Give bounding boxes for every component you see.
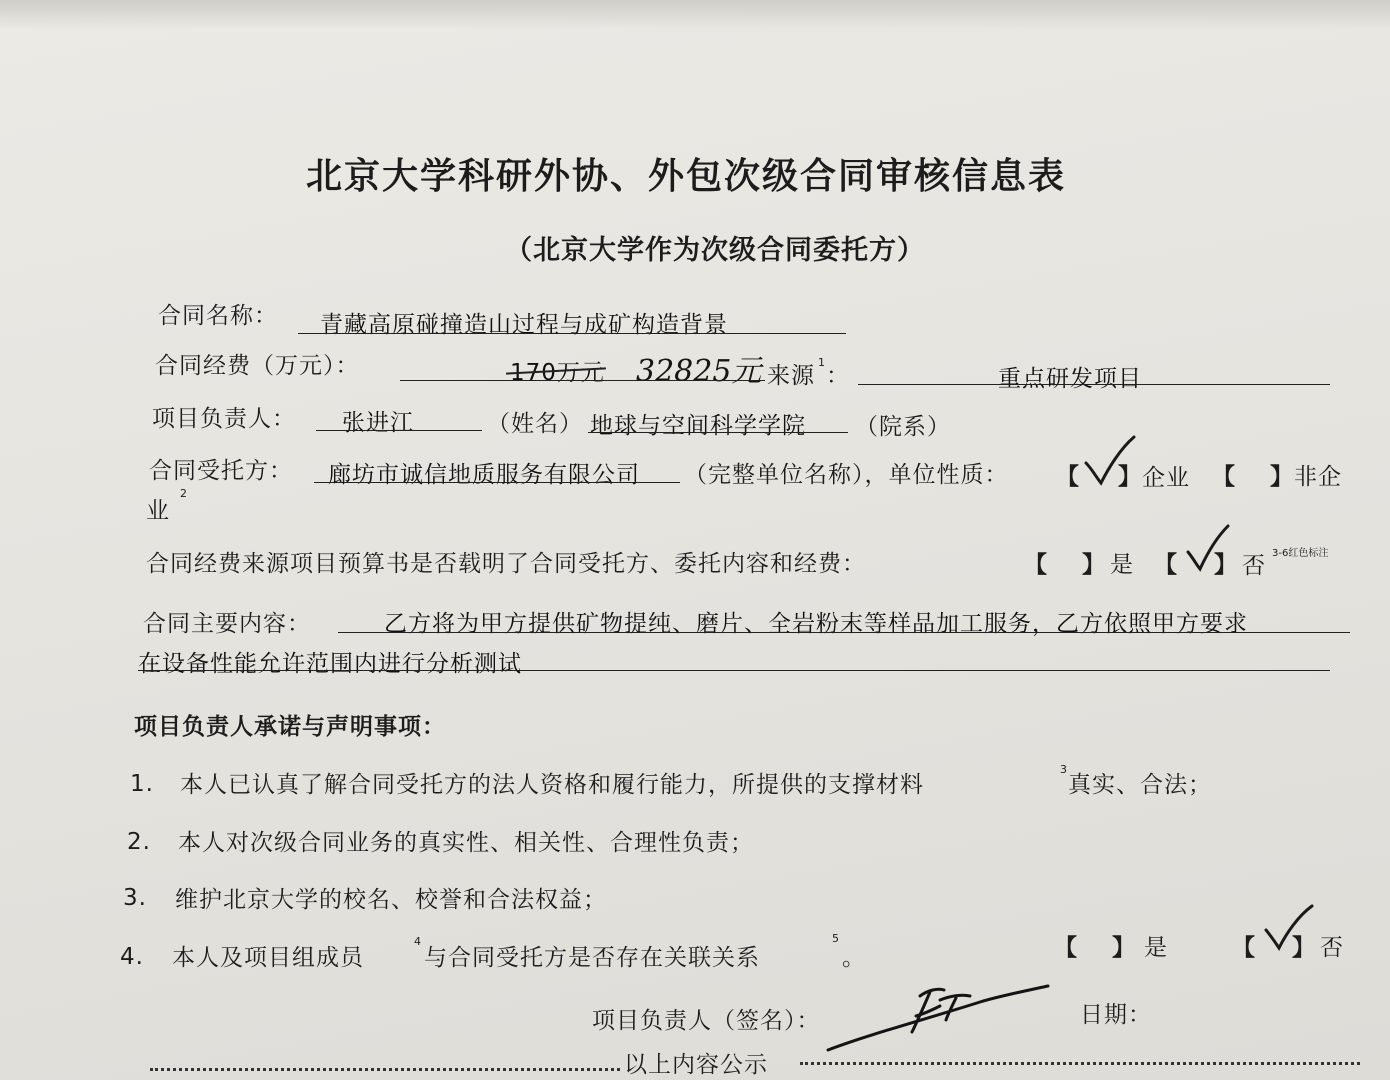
top-shadow bbox=[0, 0, 1390, 30]
relation-yes-bracket-close: 】 bbox=[1112, 935, 1136, 961]
content-line-1: 乙方将为甲方提供矿物提纯、磨片、全岩粉末等样品加工服务，乙方依照甲方要求 bbox=[384, 611, 1248, 637]
pledge-item-4-text-middle: 与合同受托方是否存在关联关系 bbox=[424, 945, 760, 971]
pledge-item-4-text-end: 。 bbox=[842, 945, 866, 971]
dept-value: 地球与空间科学学院 bbox=[590, 413, 806, 439]
content-line-2: 在设备性能允许范围内进行分析测试 bbox=[138, 651, 522, 677]
non-enterprise-bracket-open: 【 bbox=[1212, 464, 1236, 490]
pledge-item-2-text: 本人对次级合同业务的真实性、相关性、合理性负责； bbox=[178, 830, 754, 856]
pledge-item-3-number: 3. bbox=[123, 885, 147, 911]
signature-label: 项目负责人（签名）： bbox=[592, 1008, 821, 1034]
source-footnote-mark: 1 bbox=[818, 356, 825, 369]
pledge-item-4-footnote-mark-2: 5 bbox=[832, 932, 839, 945]
contractor-label: 合同受托方： bbox=[149, 458, 293, 484]
contractor-underline bbox=[314, 482, 680, 483]
notice-dots-right bbox=[800, 1062, 1360, 1065]
pledge-item-4-footnote-mark: 4 bbox=[414, 935, 421, 948]
fee-handwritten-value: 32825元 bbox=[636, 354, 762, 389]
budget-no-check-icon bbox=[1184, 522, 1232, 572]
page-title: 北京大学科研外协、外包次级合同审核信息表 bbox=[306, 156, 1067, 197]
enterprise-bracket-open: 【 bbox=[1056, 464, 1080, 490]
dept-hint: （院系） bbox=[855, 414, 951, 440]
relation-no-option: 否 bbox=[1320, 935, 1344, 961]
enterprise-bracket-close: 】 bbox=[1118, 464, 1142, 490]
budget-question: 合同经费来源项目预算书是否载明了合同受托方、委托内容和经费： bbox=[146, 551, 866, 577]
handwritten-signature-icon bbox=[820, 976, 1060, 1060]
contract-name-value: 青藏高原碰撞造山过程与成矿构造背景 bbox=[320, 312, 728, 338]
source-label: 来源 bbox=[767, 363, 815, 389]
contract-name-underline bbox=[298, 333, 846, 334]
pi-name-hint: （姓名） bbox=[487, 411, 583, 437]
budget-no-bracket-open: 【 bbox=[1154, 552, 1178, 578]
source-underline bbox=[858, 384, 1330, 385]
budget-yes-option: 是 bbox=[1110, 552, 1134, 578]
relation-no-check-icon bbox=[1262, 902, 1318, 952]
non-enterprise-option-part1: 非企 bbox=[1294, 464, 1342, 490]
content-underline-2 bbox=[138, 670, 1330, 671]
pledge-item-1-text: 本人已认真了解合同受托方的法人资格和履行能力，所提供的支撑材料 bbox=[180, 772, 924, 798]
relation-no-bracket-open: 【 bbox=[1232, 935, 1256, 961]
notice-dots-left bbox=[150, 1068, 620, 1071]
contract-name-label: 合同名称： bbox=[158, 303, 278, 329]
budget-note: 3-6红色标注 bbox=[1272, 548, 1329, 559]
pi-label: 项目负责人： bbox=[152, 406, 296, 432]
content-label: 合同主要内容： bbox=[143, 611, 311, 637]
contractor-hint: （完整单位名称），单位性质： bbox=[684, 462, 1009, 488]
pledge-item-4-number: 4. bbox=[120, 944, 144, 970]
pledge-item-1-number: 1. bbox=[130, 771, 154, 797]
pledge-item-3-text: 维护北京大学的校名、校誉和合法权益； bbox=[175, 887, 607, 913]
relation-yes-bracket-open: 【 bbox=[1054, 935, 1078, 961]
dept-underline bbox=[588, 432, 848, 433]
non-enterprise-option-part2: 业 bbox=[146, 498, 170, 524]
page-subtitle: （北京大学作为次级合同委托方） bbox=[505, 235, 925, 266]
non-enterprise-footnote-mark: 2 bbox=[180, 487, 187, 500]
relation-no-bracket-close: 】 bbox=[1292, 935, 1316, 961]
pledge-item-4-text: 本人及项目组成员 bbox=[172, 945, 364, 971]
date-label: 日期： bbox=[1080, 1002, 1152, 1028]
budget-no-option: 否 bbox=[1242, 553, 1266, 579]
enterprise-option: 企业 bbox=[1142, 465, 1190, 491]
non-enterprise-bracket-close: 】 bbox=[1270, 464, 1294, 490]
pi-value: 张进江 bbox=[342, 410, 414, 436]
budget-yes-bracket-open: 【 bbox=[1024, 552, 1048, 578]
source-colon: ： bbox=[826, 363, 850, 389]
relation-yes-option: 是 bbox=[1144, 935, 1168, 961]
budget-no-bracket-close: 】 bbox=[1214, 552, 1238, 578]
fee-label: 合同经费（万元）： bbox=[155, 353, 360, 379]
pledge-heading: 项目负责人承诺与声明事项： bbox=[134, 714, 446, 740]
pledge-item-2-number: 2. bbox=[127, 829, 151, 855]
contractor-value: 廊坊市诚信地质服务有限公司 bbox=[328, 462, 640, 488]
fee-underline bbox=[400, 380, 765, 381]
pledge-item-1-footnote-mark: 3 bbox=[1060, 763, 1067, 776]
public-notice: 以上内容公示 bbox=[624, 1052, 768, 1078]
pi-underline bbox=[316, 430, 482, 431]
budget-yes-bracket-close: 】 bbox=[1082, 552, 1106, 578]
fee-printed-value: 170万元 bbox=[510, 360, 605, 386]
pledge-item-1-text-end: 真实、合法； bbox=[1068, 772, 1212, 798]
enterprise-check-icon bbox=[1082, 433, 1142, 487]
source-value: 重点研发项目 bbox=[998, 366, 1142, 392]
content-underline-1 bbox=[338, 632, 1350, 633]
